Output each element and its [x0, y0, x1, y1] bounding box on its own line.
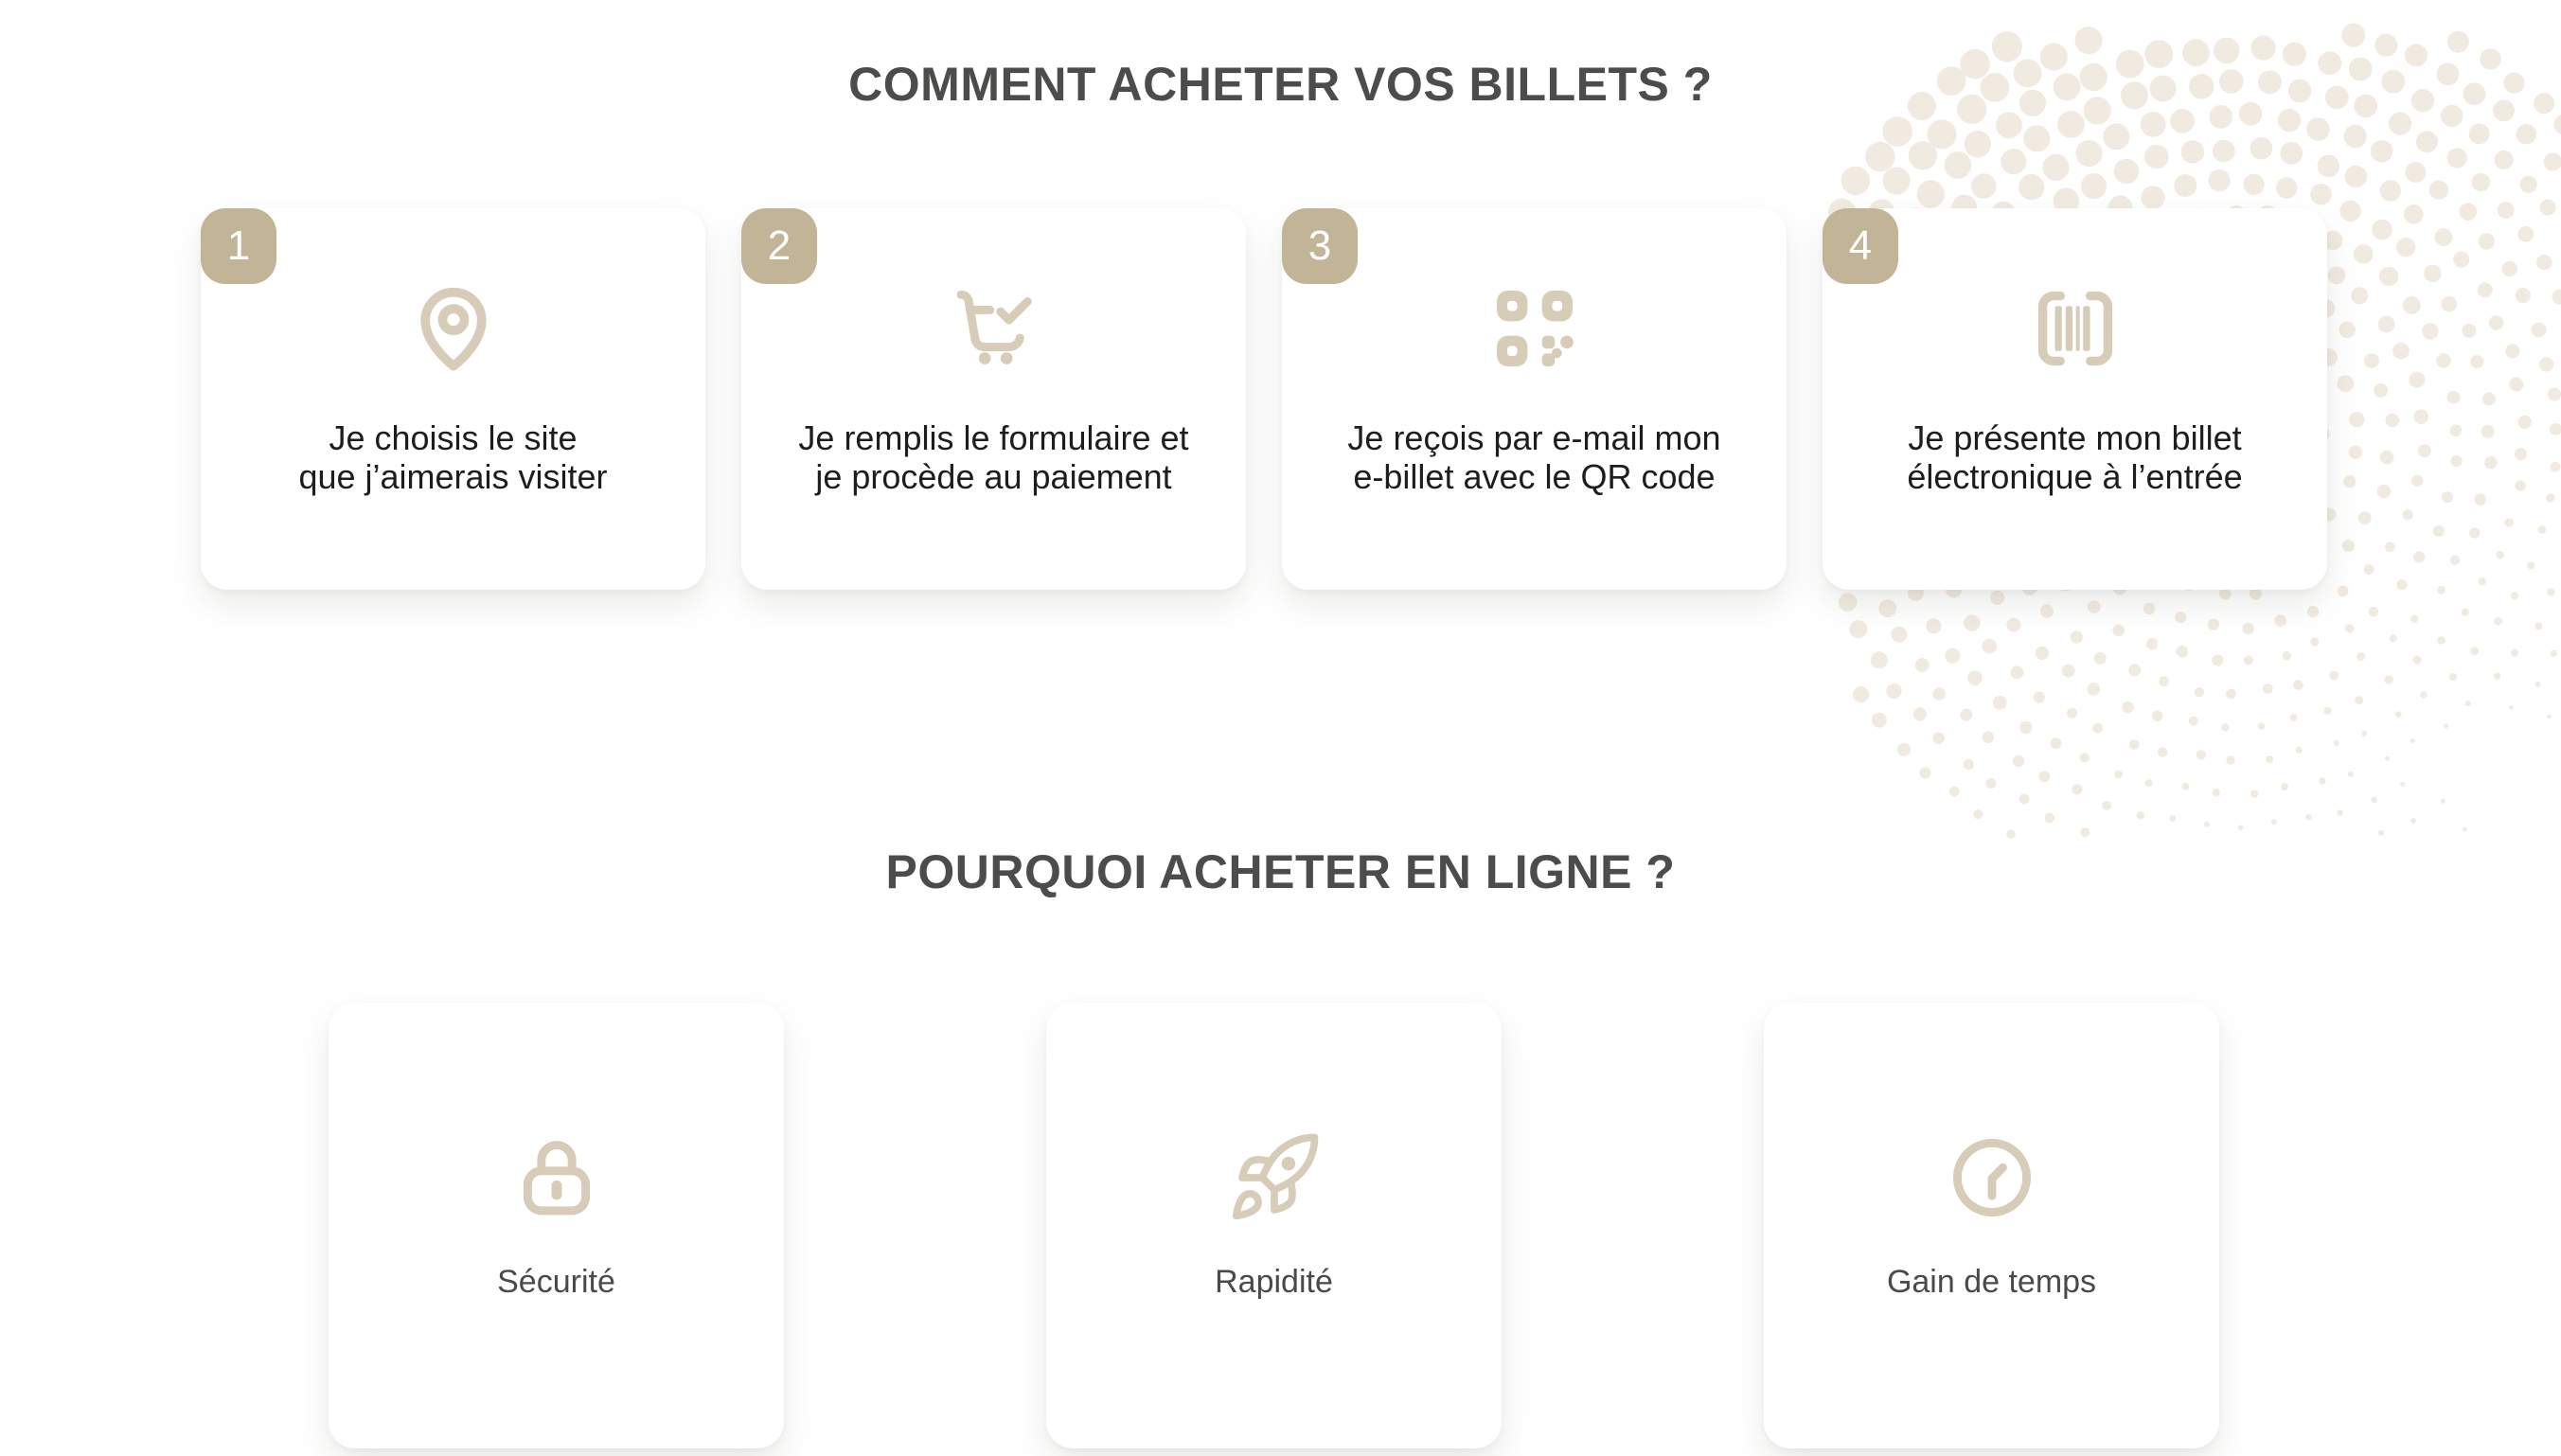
step-text-line: que j’aimerais visiter: [298, 457, 608, 496]
step-number-badge: 4: [1823, 208, 1898, 284]
step-text-line: Je remplis le formulaire et: [798, 418, 1189, 457]
benefit-card-time: [1764, 1003, 2219, 1448]
benefit-card-speed: [1046, 1003, 1502, 1448]
step-text-line: e-billet avec le QR code: [1353, 457, 1716, 496]
step-card-2: [741, 208, 1246, 590]
map-pin-icon: [405, 280, 502, 377]
lock-icon: [508, 1129, 605, 1226]
steps-row: [201, 208, 2327, 590]
section-why-title: POURQUOI ACHETER EN LIGNE ?: [885, 845, 1676, 898]
barcode-icon: [2027, 280, 2124, 377]
step-card-4: [1823, 208, 2327, 590]
step-description: [298, 418, 607, 496]
step-text-line: Je reçois par e-mail mon: [1347, 418, 1721, 457]
step-text-line: électronique à l’entrée: [1907, 457, 2243, 496]
step-description: [1907, 418, 2242, 496]
benefit-label: Gain de temps: [1886, 1264, 2097, 1300]
cart-check-icon: [946, 280, 1042, 377]
benefits-row: [329, 1003, 2219, 1448]
benefit-card-security: [329, 1003, 784, 1448]
step-card-3: [1282, 208, 1787, 590]
step-number-badge: 1: [201, 208, 276, 284]
step-card-1: [201, 208, 705, 590]
benefit-label: Sécurité: [497, 1264, 615, 1300]
step-text-line: Je choisis le site: [329, 418, 578, 457]
step-description: [1347, 418, 1720, 496]
step-description: [798, 418, 1188, 496]
qr-code-icon: [1486, 280, 1583, 377]
section-how-title: COMMENT ACHETER VOS BILLETS ?: [848, 58, 1713, 111]
clock-icon: [1944, 1129, 2040, 1226]
step-text-line: Je présente mon billet: [1908, 418, 2242, 457]
step-text-line: je procède au paiement: [815, 457, 1172, 496]
step-number-badge: 2: [741, 208, 817, 284]
step-number-badge: 3: [1282, 208, 1358, 284]
rocket-icon: [1226, 1129, 1323, 1226]
benefit-label: Rapidité: [1215, 1264, 1333, 1300]
